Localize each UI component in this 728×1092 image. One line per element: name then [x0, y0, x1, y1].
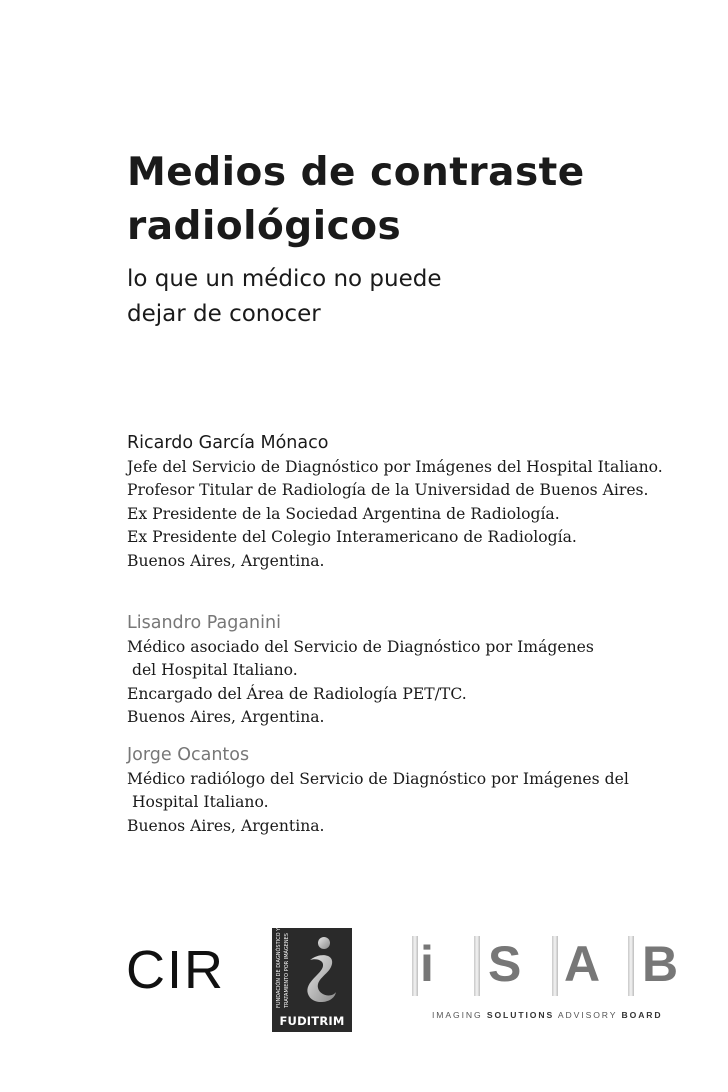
- fuditrim-label: FUDITRIM: [279, 1014, 345, 1028]
- cir-logo: CIR: [126, 940, 225, 1000]
- author-credential: del Hospital Italiano.: [127, 661, 298, 680]
- isab-tagline-word: SOLUTIONS: [486, 1010, 555, 1020]
- isab-bar: [552, 936, 558, 996]
- author-credential: Jefe del Servicio de Diagnóstico por Imágenes del Hospital Italiano.: [127, 458, 663, 476]
- isab-letter-s: S: [488, 936, 522, 992]
- author-block-garcia-monaco: [127, 432, 707, 573]
- author-credential: Hospital Italiano.: [127, 793, 269, 812]
- publisher-logos: [0, 920, 728, 1040]
- isab-tagline: [432, 1010, 663, 1020]
- author-credential: Ex Presidente del Colegio Interamericano de Radiología.: [127, 528, 577, 547]
- isab-bar: [412, 936, 418, 996]
- isab-letter-a: A: [564, 936, 601, 992]
- author-location: Buenos Aires, Argentina.: [127, 551, 325, 570]
- fuditrim-side-line: TRATAMIENTO POR IMÁGENES: [284, 933, 290, 1008]
- author-credential: Encargado del Área de Radiología PET/TC.: [127, 684, 467, 703]
- subtitle-line: lo que un médico no puede: [127, 266, 442, 292]
- title-line: radiológicos: [127, 204, 402, 249]
- isab-logo: [408, 930, 698, 1030]
- isab-letter-i: i: [420, 936, 434, 992]
- author-name: Jorge Ocantos: [127, 745, 250, 765]
- book-title: [127, 146, 687, 254]
- isab-bar: [628, 936, 634, 996]
- isab-tagline-word: ADVISORY: [557, 1010, 618, 1020]
- figure-swirl-icon: [296, 934, 348, 1008]
- isab-bar: [474, 936, 480, 996]
- author-credential: Médico radiólogo del Servicio de Diagnóstico por Imágenes del: [127, 770, 629, 788]
- author-credential: Profesor Titular de Radiología de la Universidad de Buenos Aires.: [127, 481, 649, 500]
- fuditrim-side-text: [274, 927, 298, 1010]
- author-name: Lisandro Paganini: [127, 613, 281, 633]
- author-credential: Médico asociado del Servicio de Diagnóstico por Imágenes: [127, 638, 594, 656]
- title-line: Medios de contraste: [127, 150, 585, 195]
- author-credential: Ex Presidente de la Sociedad Argentina de Radiología.: [127, 504, 560, 523]
- isab-tagline-word: BOARD: [621, 1010, 663, 1020]
- author-block-ocantos: [127, 744, 707, 838]
- isab-letter-b: B: [642, 936, 679, 992]
- book-subtitle: [127, 262, 647, 332]
- subtitle-line: dejar de conocer: [127, 301, 321, 327]
- author-block-paganini: [127, 612, 707, 730]
- author-location: Buenos Aires, Argentina.: [127, 708, 325, 727]
- fuditrim-side-line: FUNDACIÓN DE DIAGNÓSTICO Y: [276, 927, 282, 1008]
- fuditrim-logo: [272, 928, 352, 1032]
- isab-tagline-word: IMAGING: [432, 1010, 483, 1020]
- author-location: Buenos Aires, Argentina.: [127, 816, 325, 835]
- author-name: Ricardo García Mónaco: [127, 433, 329, 453]
